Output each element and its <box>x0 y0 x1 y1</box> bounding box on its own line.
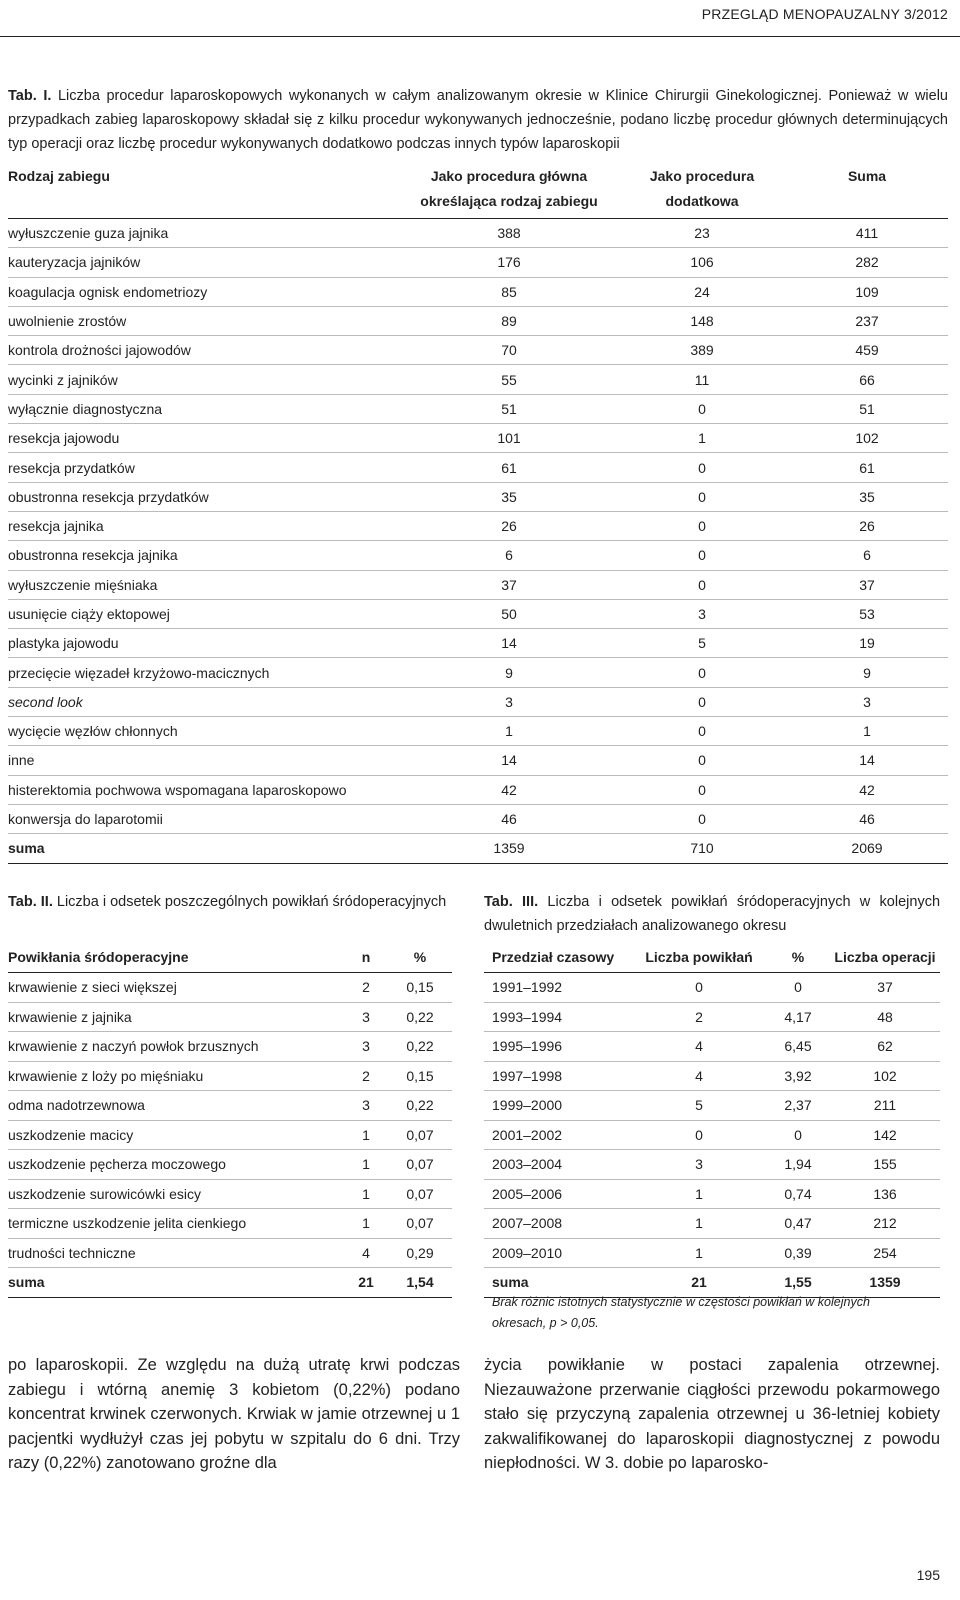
table1-row <box>8 599 948 628</box>
table1-row <box>8 306 948 335</box>
table1-procedure: inne <box>8 746 400 775</box>
table1-extra-count: 0 <box>618 541 786 570</box>
table2-complication: trudności techniczne <box>8 1238 344 1268</box>
table3-complications: 0 <box>632 1120 766 1150</box>
table1-sum: 42 <box>786 775 948 804</box>
table1-main-count: 55 <box>400 365 618 394</box>
table3-complications: 1 <box>632 1209 766 1239</box>
body-text-left: po laparoskopii. Ze względu na dużą utratę krwi podczas zabiegu i wtórną anemię 3 kobietom (0,22%) podano koncentrat krwinek czerwonych. Krwiak w jamie otrzewnej u 1 pacjentki wydłużył czas jej pobytu w szpitalu do 6 dni. Trzy razy (0,22%) zanotowano groźne dla <box>8 1356 460 1472</box>
table1-sum: 53 <box>786 599 948 628</box>
table1-extra-count: 0 <box>618 717 786 746</box>
table2-pct: 0,07 <box>388 1150 452 1180</box>
table3-header-row <box>484 942 940 973</box>
table1-extra-count: 0 <box>618 658 786 687</box>
table1-row <box>8 746 948 775</box>
table2-complication: suma <box>8 1268 344 1298</box>
table3-period: 1991–1992 <box>484 973 632 1003</box>
table1-row <box>8 482 948 511</box>
table3-period: 2005–2006 <box>484 1179 632 1209</box>
table2-pct: 1,54 <box>388 1268 452 1298</box>
table1-row <box>8 336 948 365</box>
table1-main-count: 3 <box>400 687 618 716</box>
table1-sum: 26 <box>786 511 948 540</box>
table3-period: 2009–2010 <box>484 1238 632 1268</box>
table1-sum: 66 <box>786 365 948 394</box>
table1-main-count: 1359 <box>400 834 618 863</box>
table1 <box>8 160 948 864</box>
table3-period: 2001–2002 <box>484 1120 632 1150</box>
table1-procedure: przecięcie więzadeł krzyżowo-macicznych <box>8 658 400 687</box>
table1-sum: 46 <box>786 804 948 833</box>
table1-header-extra-line1: Jako procedura <box>649 168 755 184</box>
table3-header-period: Przedział czasowy <box>484 942 632 973</box>
table3-complications: 1 <box>632 1179 766 1209</box>
table1-extra-count: 0 <box>618 746 786 775</box>
table3-period: 1993–1994 <box>484 1002 632 1032</box>
table1-sum: 237 <box>786 306 948 335</box>
table1-main-count: 101 <box>400 424 618 453</box>
table1-sum: 1 <box>786 717 948 746</box>
table1-procedure: resekcja jajnika <box>8 511 400 540</box>
table1-sum: 61 <box>786 453 948 482</box>
table1-header-main <box>400 160 618 219</box>
page-number: 195 <box>916 1567 940 1583</box>
table1-procedure: wyłącznie diagnostyczna <box>8 394 400 423</box>
table2-n: 4 <box>344 1238 388 1268</box>
table1-procedure: resekcja przydatków <box>8 453 400 482</box>
table2-complication: termiczne uszkodzenie jelita cienkiego <box>8 1209 344 1239</box>
table1-row <box>8 629 948 658</box>
table3-header-complications: Liczba powikłań <box>632 942 766 973</box>
table2-row <box>8 1002 452 1032</box>
table2-complication: krwawienie z sieci większej <box>8 973 344 1003</box>
table3-complications: 1 <box>632 1238 766 1268</box>
table1-extra-count: 5 <box>618 629 786 658</box>
table3-caption <box>484 890 940 938</box>
table1-sum: 14 <box>786 746 948 775</box>
table1-label: Tab. I. <box>8 88 52 104</box>
table1-procedure: kauteryzacja jajników <box>8 248 400 277</box>
table1-main-count: 46 <box>400 804 618 833</box>
table1-procedure: wyłuszczenie mięśniaka <box>8 570 400 599</box>
table2-complication: krwawienie z loży po mięśniaku <box>8 1061 344 1091</box>
table1-procedure: usunięcie ciąży ektopowej <box>8 599 400 628</box>
table1-sum: 459 <box>786 336 948 365</box>
table1-extra-count: 710 <box>618 834 786 863</box>
table3-complications: 4 <box>632 1061 766 1091</box>
table1-main-count: 70 <box>400 336 618 365</box>
header-divider <box>0 36 960 37</box>
table3-operations: 136 <box>830 1179 940 1209</box>
table2-row <box>8 1061 452 1091</box>
table1-sum: 3 <box>786 687 948 716</box>
table2 <box>8 942 452 1298</box>
table2-row <box>8 973 452 1003</box>
table3-operations: 212 <box>830 1209 940 1239</box>
table2-pct: 0,22 <box>388 1032 452 1062</box>
table1-row <box>8 804 948 833</box>
table3-period: 1995–1996 <box>484 1032 632 1062</box>
table1-main-count: 388 <box>400 219 618 248</box>
table3-complications: 21 <box>632 1268 766 1298</box>
table3-row <box>484 1032 940 1062</box>
table2-row <box>8 1268 452 1298</box>
table3-operations: 37 <box>830 973 940 1003</box>
table1-row <box>8 511 948 540</box>
table3-label: Tab. III. <box>484 894 539 910</box>
table3-pct: 6,45 <box>766 1032 830 1062</box>
table2-row <box>8 1120 452 1150</box>
table2-pct: 0,07 <box>388 1179 452 1209</box>
table1-extra-count: 0 <box>618 453 786 482</box>
table3 <box>484 942 940 1298</box>
table1-procedure: plastyka jajowodu <box>8 629 400 658</box>
table2-pct: 0,07 <box>388 1120 452 1150</box>
table2-row <box>8 1150 452 1180</box>
journal-header: PRZEGLĄD MENOPAUZALNY 3/2012 <box>701 6 948 22</box>
table1-extra-count: 0 <box>618 570 786 599</box>
table1-main-count: 37 <box>400 570 618 599</box>
table3-pct: 2,37 <box>766 1091 830 1121</box>
table3-row <box>484 1002 940 1032</box>
table3-pct: 1,55 <box>766 1268 830 1298</box>
table1-extra-count: 11 <box>618 365 786 394</box>
table3-row <box>484 1061 940 1091</box>
table3-operations: 102 <box>830 1061 940 1091</box>
table1-sum: 35 <box>786 482 948 511</box>
table2-n: 1 <box>344 1179 388 1209</box>
table2-complication: krwawienie z naczyń powłok brzusznych <box>8 1032 344 1062</box>
table3-pct: 3,92 <box>766 1061 830 1091</box>
table1-caption-text: Liczba procedur laparoskopowych wykonanych w całym analizowanym okresie w Klinice Chirurgii Ginekologicznej. Ponieważ w wielu przypadkach zabieg laparoskopowy składał się z kilku procedur wykonywanych jednocześnie, podano liczbę procedur głównych determinujących typ operacji oraz liczbę procedur wykonywanych dodatkowo podczas innych typów laparoskopii <box>8 88 948 152</box>
table3-row <box>484 1209 940 1239</box>
table2-n: 2 <box>344 973 388 1003</box>
table1-extra-count: 389 <box>618 336 786 365</box>
table1-row <box>8 775 948 804</box>
table2-n: 1 <box>344 1150 388 1180</box>
table2-n: 3 <box>344 1091 388 1121</box>
body-text-right: życia powikłanie w postaci zapalenia otrzewnej. Niezauważone przerwanie ciągłości przewodu pokarmowego stało się przyczyną zapalenia otrzewnej u 36-letniej kobiety zakwalifikowanej do laparoskopii diagnostycznej z powodu niepłodności. W 3. dobie po laparosko- <box>484 1356 940 1472</box>
table3-period: 2007–2008 <box>484 1209 632 1239</box>
table3-pct: 0 <box>766 973 830 1003</box>
table1-extra-count: 0 <box>618 687 786 716</box>
table2-row <box>8 1238 452 1268</box>
table1-row <box>8 541 948 570</box>
table3-pct: 0 <box>766 1120 830 1150</box>
table3-header-operations: Liczba operacji <box>830 942 940 973</box>
table1-procedure: second look <box>8 687 400 716</box>
table2-n: 1 <box>344 1120 388 1150</box>
table1-main-count: 35 <box>400 482 618 511</box>
table1-row <box>8 570 948 599</box>
table2-pct: 0,15 <box>388 1061 452 1091</box>
table2-pct: 0,07 <box>388 1209 452 1239</box>
table2-complication: uszkodzenie surowicówki esicy <box>8 1179 344 1209</box>
table2-row <box>8 1179 452 1209</box>
table3-pct: 4,17 <box>766 1002 830 1032</box>
table2-n: 3 <box>344 1032 388 1062</box>
table1-row <box>8 717 948 746</box>
table1-main-count: 14 <box>400 629 618 658</box>
table2-complication: uszkodzenie macicy <box>8 1120 344 1150</box>
table1-row <box>8 394 948 423</box>
table1-main-count: 14 <box>400 746 618 775</box>
table1-row <box>8 248 948 277</box>
table3-pct: 0,47 <box>766 1209 830 1239</box>
table1-row <box>8 365 948 394</box>
table2-n: 21 <box>344 1268 388 1298</box>
table1-extra-count: 148 <box>618 306 786 335</box>
table3-row <box>484 1120 940 1150</box>
table1-extra-count: 1 <box>618 424 786 453</box>
table1-main-count: 89 <box>400 306 618 335</box>
table3-complications: 5 <box>632 1091 766 1121</box>
table1-main-count: 85 <box>400 277 618 306</box>
table1-sum: 51 <box>786 394 948 423</box>
table1-procedure: koagulacja ognisk endometriozy <box>8 277 400 306</box>
table3-complications: 2 <box>632 1002 766 1032</box>
table2-row <box>8 1032 452 1062</box>
table1-procedure: wycięcie węzłów chłonnych <box>8 717 400 746</box>
table1-row <box>8 658 948 687</box>
table1-extra-count: 24 <box>618 277 786 306</box>
table1-procedure: suma <box>8 834 400 863</box>
table2-complication: uszkodzenie pęcherza moczowego <box>8 1150 344 1180</box>
table3-operations: 62 <box>830 1032 940 1062</box>
table2-n: 3 <box>344 1002 388 1032</box>
table1-row <box>8 424 948 453</box>
table3-period: 2003–2004 <box>484 1150 632 1180</box>
table3-caption-text: Liczba i odsetek powikłań śródoperacyjnych w kolejnych dwuletnich przedziałach analizowanego okresu <box>484 894 941 934</box>
table3-complications: 0 <box>632 973 766 1003</box>
table2-complication: krwawienie z jajnika <box>8 1002 344 1032</box>
table1-sum: 102 <box>786 424 948 453</box>
table2-caption-text: Liczba i odsetek poszczególnych powikłań śródoperacyjnych <box>56 894 447 910</box>
table3-row <box>484 1091 940 1121</box>
table1-sum: 37 <box>786 570 948 599</box>
table2-caption <box>8 890 468 914</box>
table1-extra-count: 23 <box>618 219 786 248</box>
table3-operations: 48 <box>830 1002 940 1032</box>
table1-procedure: wycinki z jajników <box>8 365 400 394</box>
table1-extra-count: 0 <box>618 482 786 511</box>
table1-sum: 6 <box>786 541 948 570</box>
table3-complications: 4 <box>632 1032 766 1062</box>
table2-header-row <box>8 942 452 973</box>
table2-pct: 0,15 <box>388 973 452 1003</box>
table1-row <box>8 219 948 248</box>
table3-note: Brak różnic istotnych statystycznie w częstości powikłań w kolejnych okresach, p > 0,05. <box>492 1295 870 1330</box>
table1-procedure: obustronna resekcja przydatków <box>8 482 400 511</box>
table1-header-extra-line2: dodatkowa <box>665 193 739 209</box>
table3-operations: 211 <box>830 1091 940 1121</box>
table3-header-pct: % <box>766 942 830 973</box>
table2-header-n: n <box>344 942 388 973</box>
table1-extra-count: 3 <box>618 599 786 628</box>
table2-label: Tab. II. <box>8 894 53 910</box>
table1-procedure: uwolnienie zrostów <box>8 306 400 335</box>
table1-sum: 282 <box>786 248 948 277</box>
table2-header-pct: % <box>388 942 452 973</box>
table1-main-count: 26 <box>400 511 618 540</box>
table1-row <box>8 687 948 716</box>
table1-header-type: Rodzaj zabiegu <box>8 168 110 184</box>
table1-procedure: kontrola drożności jajowodów <box>8 336 400 365</box>
table1-main-count: 51 <box>400 394 618 423</box>
table3-operations: 1359 <box>830 1268 940 1298</box>
table1-procedure: histerektomia pochwowa wspomagana laparoskopowo <box>8 775 400 804</box>
table1-header-extra <box>618 160 786 219</box>
table1-extra-count: 0 <box>618 775 786 804</box>
table1-extra-count: 0 <box>618 511 786 540</box>
table3-period: 1997–1998 <box>484 1061 632 1091</box>
table1-sum: 19 <box>786 629 948 658</box>
table1-header-sum: Suma <box>847 168 887 184</box>
table3-row <box>484 1150 940 1180</box>
table1-sum: 411 <box>786 219 948 248</box>
table2-row <box>8 1091 452 1121</box>
table1-main-count: 9 <box>400 658 618 687</box>
table1-extra-count: 0 <box>618 394 786 423</box>
table2-n: 1 <box>344 1209 388 1239</box>
table2-pct: 0,29 <box>388 1238 452 1268</box>
table1-sum: 9 <box>786 658 948 687</box>
table3-row <box>484 1238 940 1268</box>
table3-row <box>484 1179 940 1209</box>
table1-extra-count: 0 <box>618 804 786 833</box>
table1-header-row <box>8 160 948 219</box>
table1-procedure: obustronna resekcja jajnika <box>8 541 400 570</box>
table1-sum: 2069 <box>786 834 948 863</box>
table2-header-complication: Powikłania śródoperacyjne <box>8 942 344 973</box>
table1-extra-count: 106 <box>618 248 786 277</box>
table1-caption <box>8 84 948 156</box>
table3-complications: 3 <box>632 1150 766 1180</box>
table2-pct: 0,22 <box>388 1002 452 1032</box>
table1-main-count: 61 <box>400 453 618 482</box>
table2-row <box>8 1209 452 1239</box>
table3-pct: 1,94 <box>766 1150 830 1180</box>
table3-period: 1999–2000 <box>484 1091 632 1121</box>
table1-main-count: 50 <box>400 599 618 628</box>
table1-main-count: 1 <box>400 717 618 746</box>
table3-row <box>484 973 940 1003</box>
table1-main-count: 42 <box>400 775 618 804</box>
table2-n: 2 <box>344 1061 388 1091</box>
table1-procedure: konwersja do laparotomii <box>8 804 400 833</box>
table1-row <box>8 277 948 306</box>
table1-header-main-line2: określająca rodzaj zabiegu <box>420 193 598 209</box>
table1-main-count: 176 <box>400 248 618 277</box>
table2-pct: 0,22 <box>388 1091 452 1121</box>
table1-row <box>8 834 948 863</box>
table1-procedure: wyłuszczenie guza jajnika <box>8 219 400 248</box>
table1-sum: 109 <box>786 277 948 306</box>
table3-pct: 0,39 <box>766 1238 830 1268</box>
table3-period: suma <box>484 1268 632 1298</box>
table1-main-count: 6 <box>400 541 618 570</box>
table1-row <box>8 453 948 482</box>
table3-operations: 155 <box>830 1150 940 1180</box>
table3-operations: 142 <box>830 1120 940 1150</box>
table1-procedure: resekcja jajowodu <box>8 424 400 453</box>
table3-operations: 254 <box>830 1238 940 1268</box>
table1-header-main-line1: Jako procedura główna <box>430 168 588 184</box>
table2-complication: odma nadotrzewnowa <box>8 1091 344 1121</box>
table3-pct: 0,74 <box>766 1179 830 1209</box>
